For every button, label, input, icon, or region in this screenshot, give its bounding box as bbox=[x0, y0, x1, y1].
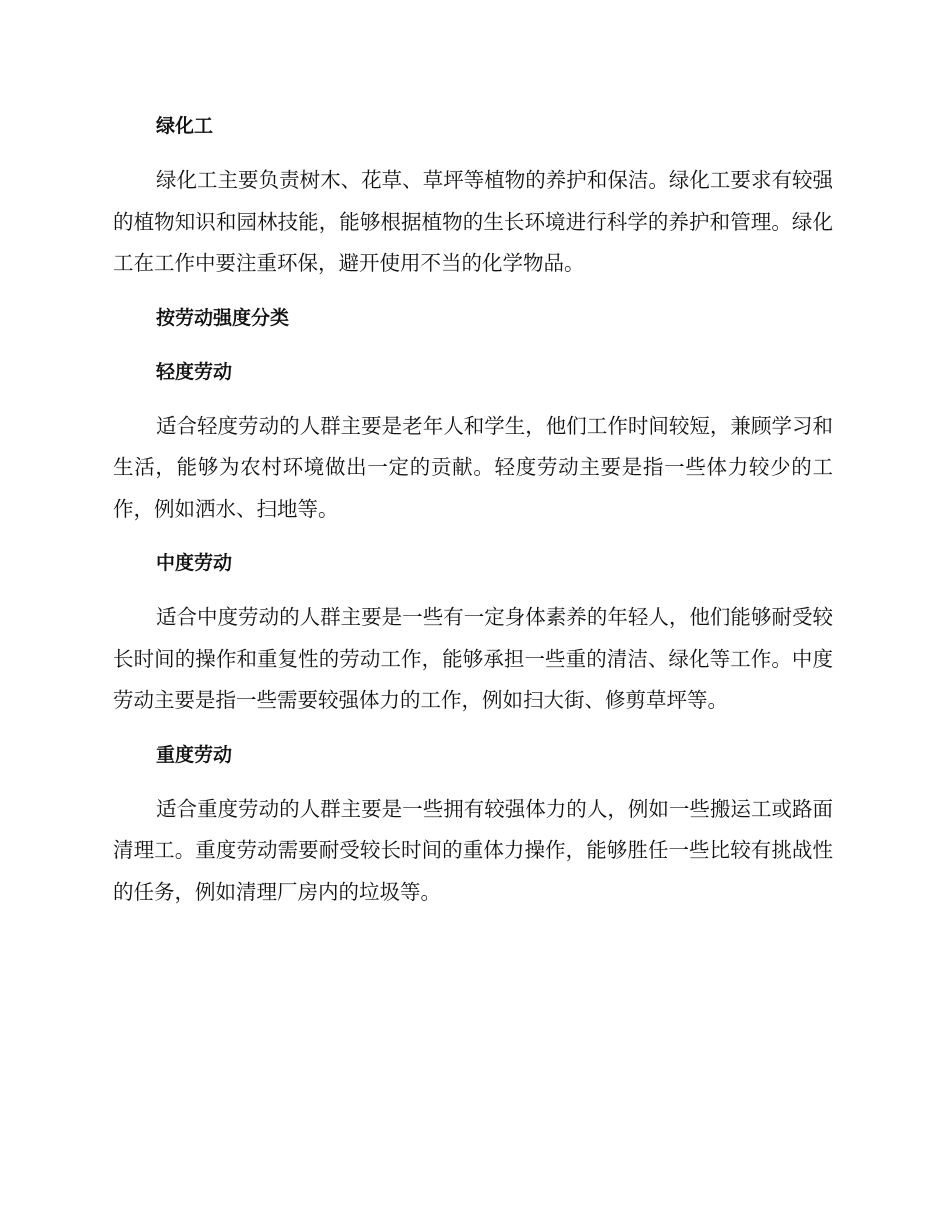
section-heading-light-labor: 轻度劳动 bbox=[156, 360, 233, 383]
section-heading-by-labor-intensity: 按劳动强度分类 bbox=[156, 306, 290, 329]
section-heading-greening-worker: 绿化工 bbox=[156, 115, 214, 137]
section-paragraph-moderate-labor: 适合中度劳动的人群主要是一些有一定身体素养的年轻人，他们能够耐受较长时间的操作和重复性的劳动工作，能够承担一些重的清洁、绿化等工作。中度劳动主要是指一些需要较强体力的工作，例如扫大街、修剪草坪等。 bbox=[113, 605, 833, 712]
section-heading-moderate-labor: 中度劳动 bbox=[156, 552, 233, 574]
section-heading-heavy-labor: 重度劳动 bbox=[156, 743, 233, 766]
document-body bbox=[113, 106, 833, 926]
section-paragraph-light-labor: 适合轻度劳动的人群主要是老年人和学生，他们工作时间较短，兼顾学习和生活，能够为农村环境做出一定的贡献。轻度劳动主要是指一些体力较少的工作，例如洒水、扫地等。 bbox=[113, 413, 833, 521]
section-paragraph-greening-worker: 绿化工主要负责树木、花草、草坪等植物的养护和保洁。绿化工要求有较强的植物知识和园林技能，能够根据植物的生长环境进行科学的养护和管理。绿化工在工作中要注重环保，避开使用不当的化学物品。 bbox=[113, 168, 833, 275]
section-paragraph-heavy-labor: 适合重度劳动的人群主要是一些拥有较强体力的人，例如一些搬运工或路面清理工。重度劳动需要耐受较长时间的重体力操作，能够胜任一些比较有挑战性的任务，例如清理厂房内的垃圾等。 bbox=[113, 796, 833, 904]
